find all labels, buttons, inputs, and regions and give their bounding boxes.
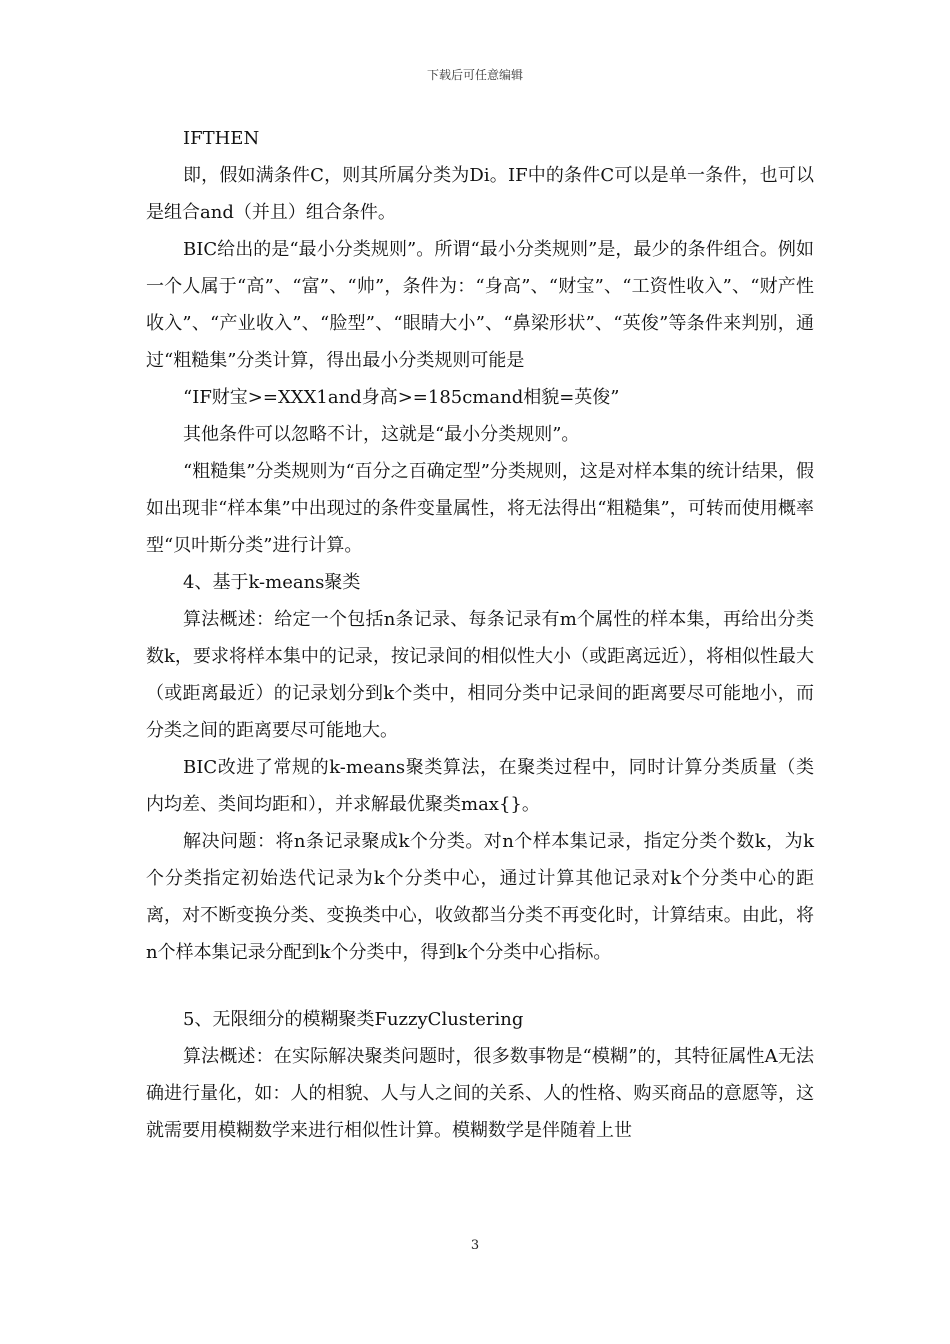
paragraph-kmeans-solution: 解决问题：将n条记录聚成k个分类。对n个样本集记录，指定分类个数k，为k个分类指定初始迭代记录为k个分类中心，通过计算其他记录对k个分类中心的距离，对不断变换分类、变换类中心，收敛都当分类不再变化时，计算结束。由此，将n个样本集记录分配到k个分类中，得到k个分类中心指标。 [146,831,814,963]
section-heading-kmeans: 4、基于k-means聚类 [183,572,361,593]
paragraph-rule-example: “IF财宝>=XXX1and身高>=185cmand相貌=英俊” [183,387,620,408]
paragraph-min-rule: BIC给出的是“最小分类规则”。所谓“最小分类规则”是，最少的条件组合。例如一个人属于“高”、“富”、“帅”，条件为：“身高”、“财宝”、“工资性收入”、“财产性收入”、“产业收入”、“脸型”、“眼睛大小”、“鼻梁形状”、“英俊”等条件来判别，通过“粗糙集”分类计算，得出最小分类规则可能是 [146,239,814,371]
section-gap [146,971,814,1001]
paragraph-bic-kmeans: BIC改进了常规的k-means聚类算法，在聚类过程中，同时计算分类质量（类内均差、类间均距和），并求解最优聚类max{}。 [146,757,814,815]
document-body [146,120,814,1149]
paragraph-rough-set: “粗糙集”分类规则为“百分之百确定型”分类规则，这是对样本集的统计结果，假如出现非“样本集”中出现过的条件变量属性，将无法得出“粗糙集”，可转而使用概率型“贝叶斯分类”进行计算。 [146,461,814,556]
page-header: 下载后可任意编辑 [426,68,523,82]
paragraph-condition: 即，假如满条件C，则其所属分类为Di。IF中的条件C可以是单一条件，也可以是组合and（并且）组合条件。 [146,165,814,223]
section-heading-fuzzy: 5、无限细分的模糊聚类FuzzyClustering [183,1009,524,1030]
paragraph-ifthen: IFTHEN [183,128,260,149]
paragraph-fuzzy-overview: 算法概述：在实际解决聚类问题时，很多数事物是“模糊”的，其特征属性A无法确进行量化，如：人的相貌、人与人之间的关系、人的性格、购买商品的意愿等，这就需要用模糊数学来进行相似性计算。模糊数学是伴随着上世 [146,1046,814,1141]
paragraph-kmeans-overview: 算法概述：给定一个包括n条记录、每条记录有m个属性的样本集，再给出分类数k，要求将样本集中的记录，按记录间的相似性大小（或距离远近），将相似性最大（或距离最近）的记录划分到k个类中，相同分类中记录间的距离要尽可能地小，而分类之间的距离要尽可能地大。 [146,609,814,741]
page-number: 3 [470,1238,480,1253]
paragraph-ignore: 其他条件可以忽略不计，这就是“最小分类规则”。 [183,424,580,445]
